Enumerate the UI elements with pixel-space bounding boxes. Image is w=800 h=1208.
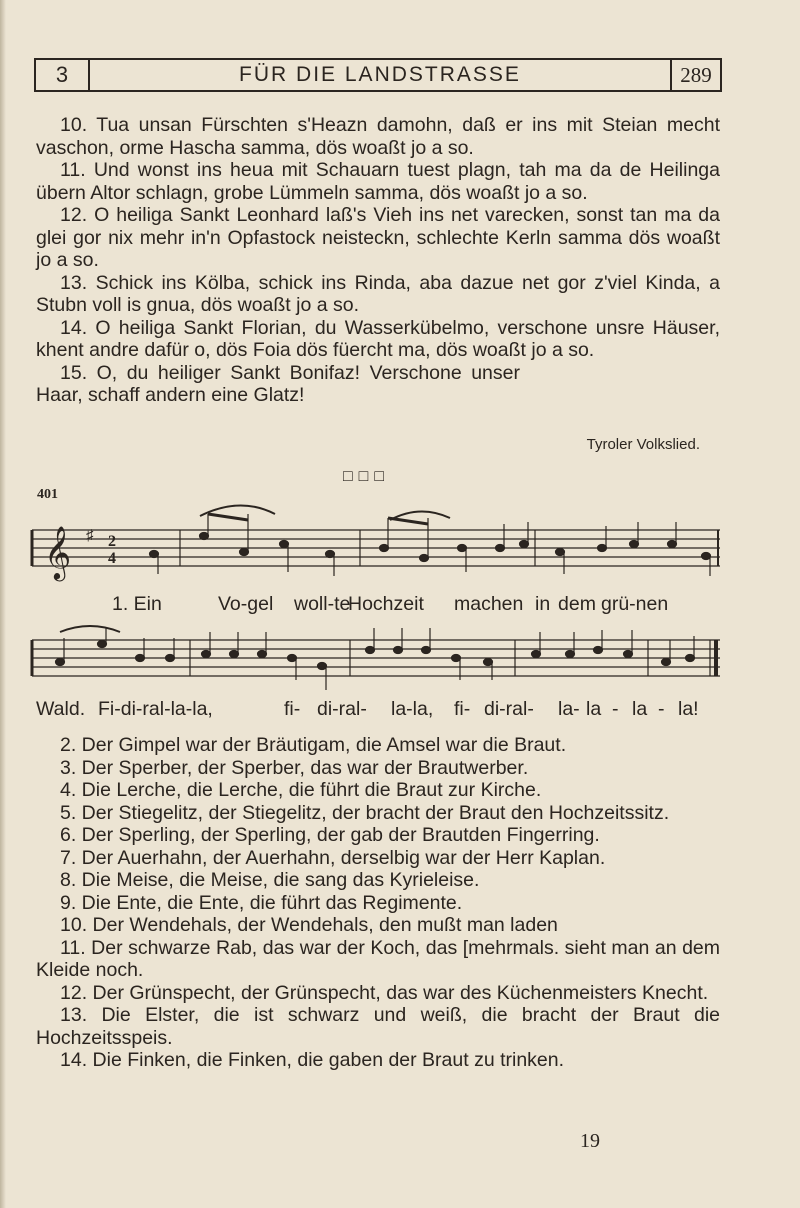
verse-6: 6. Der Sperling, der Sperling, der gab der Brautden Fingerring. <box>60 824 600 846</box>
lyric-syllable: dem <box>558 593 596 615</box>
verse-12: 12. O heiliga Sankt Leonhard laß's Vieh ins net varecken, sonst tan ma da glei gor nix mehr in'n Opfastock neisteckn, schlechte Kerln samma dös woaßt jo a so. <box>36 204 720 271</box>
verse-14: 14. O heiliga Sankt Florian, du Wasserkübelmo, verschone unsre Häuser, khent andre dafür o, dös Foia dös füercht ma, dös woaßt jo a so. <box>36 316 720 361</box>
lyric-syllable: Wald. <box>36 698 86 720</box>
time-sig-top: 2 <box>108 533 116 550</box>
lyric-syllable: di-ral- <box>484 698 534 720</box>
attribution: Tyroler Volkslied. <box>586 436 700 453</box>
verse-5: 5. Der Stiegelitz, der Stiegelitz, der bracht der Braut den Hochzeitssitz. <box>60 801 670 824</box>
music-staff-2 <box>30 618 730 708</box>
verse-10: 10. Tua unsan Fürschten s'Heazn damohn, daß er ins mit Steian mecht vaschon, orme Hascha samma, dös woaßt jo a so. <box>36 114 720 159</box>
lyric-syllable: Hochzeit <box>348 593 424 615</box>
slur <box>60 626 120 632</box>
lyric-syllable: - <box>658 698 665 720</box>
lyric-syllable: Fi-di-ral-la-la, <box>98 698 213 720</box>
song-number: 401 <box>37 487 58 502</box>
header-title: FÜR DIE LANDSTRASSE <box>239 63 521 86</box>
verse-14: 14. Die Finken, die Finken, die gaben der Braut zu trinken. <box>60 1049 565 1071</box>
lyric-syllable: la- <box>558 698 580 720</box>
lyric-syllable: woll-te <box>294 593 351 615</box>
lyric-syllable: grü-nen <box>601 593 669 615</box>
lyric-syllable: la-la, <box>391 698 434 720</box>
lyric-syllable: fi- <box>284 698 301 720</box>
lyric-syllable: 1. Ein <box>112 593 162 615</box>
verse-11: 11. Und wonst ins heua mit Schauarn tuest plagn, tah ma da de Heilinga übern Altor schlagn, grobe Lümmeln samma, dös woaßt jo a so. <box>36 159 720 204</box>
verse-8: 8. Die Meise, die Meise, die sang das Kyrieleise. <box>60 869 480 891</box>
time-sig-bottom: 4 <box>108 550 116 567</box>
running-header <box>34 58 722 92</box>
verse-4: 4. Die Lerche, die Lerche, die führt die Braut zur Kirche. <box>60 779 542 801</box>
lyric-syllable: Vo-gel <box>218 593 274 615</box>
song-verses <box>36 734 720 1072</box>
verse-12: 12. Der Grünspecht, der Grünspecht, das war des Küchenmeisters Knecht. <box>60 981 709 1004</box>
verse-11: 11. Der schwarze Rab, das war der Koch, das [mehrmals. sieht man an dem Kleide noch. <box>36 936 720 981</box>
sharp-icon: ♯ <box>86 527 94 544</box>
verse-3: 3. Der Sperber, der Sperber, das war der Brautwerber. <box>60 756 529 779</box>
verse-7: 7. Der Auerhahn, der Auerhahn, derselbig war der Herr Kaplan. <box>60 846 606 869</box>
verse-10: 10. Der Wendehals, der Wendehals, den mußt man laden <box>60 914 558 936</box>
verse-2: 2. Der Gimpel war der Bräutigam, die Amsel war die Braut. <box>60 734 567 756</box>
lyric-syllable: la! <box>678 698 699 720</box>
ornament: □□□ <box>343 468 390 485</box>
lyric-syllable: di-ral- <box>317 698 367 720</box>
treble-clef-icon: 𝄞 <box>44 525 72 579</box>
lyric-syllable: machen <box>454 593 524 615</box>
verse-9: 9. Die Ente, die Ente, die führt das Regimente. <box>60 891 463 914</box>
lyric-syllable: fi- <box>454 698 471 720</box>
verse-13: 13. Schick ins Kölba, schick ins Rinda, aba dazue net gor z'viel Kinda, a Stubn voll is gnua, dös woaßt jo a so. <box>36 271 720 316</box>
section-number: 3 <box>36 60 90 90</box>
lyric-syllable: la <box>632 698 648 720</box>
footer-number: 19 <box>580 1130 600 1152</box>
verse-13: 13. Die Elster, die ist schwarz und weiß, die bracht der Braut die Hochzeitsspeis. <box>36 1004 720 1049</box>
verse-15: 15. O, du heiliger Sankt Bonifaz! Verschone unser Haar, schaff andern eine Glatz! <box>36 361 520 406</box>
page-number: 289 <box>670 60 720 90</box>
lyric-syllable: - <box>612 698 619 720</box>
music-staff-1 <box>30 500 730 595</box>
lyric-syllable: in <box>535 593 551 615</box>
page-edge-shadow <box>0 0 6 1208</box>
lyric-syllable: la <box>586 698 602 720</box>
top-verses <box>36 114 720 407</box>
